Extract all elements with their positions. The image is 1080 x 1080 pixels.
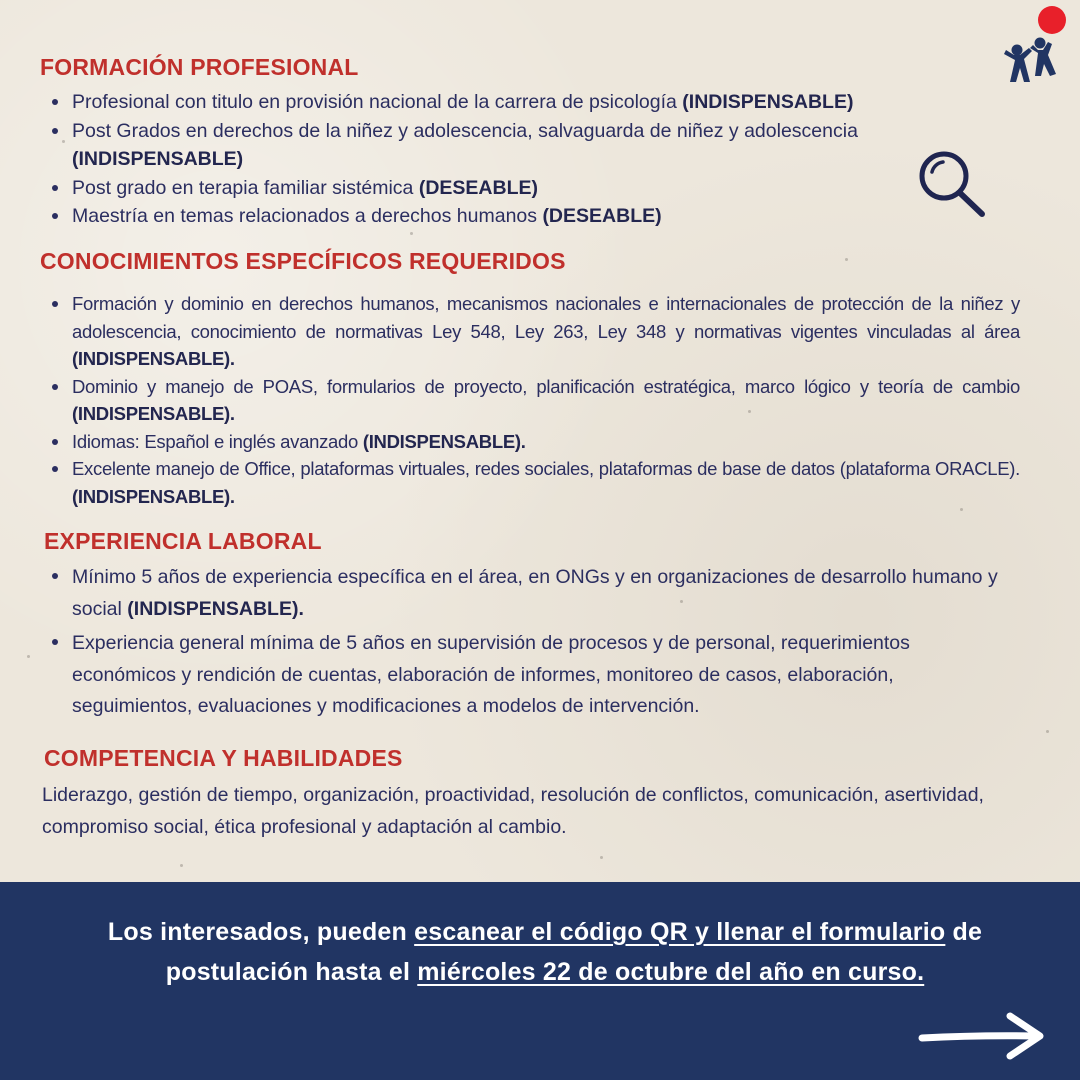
list-item: Post grado en terapia familiar sistémica (DESEABLE) [40, 174, 985, 203]
list-item: Mínimo 5 años de experiencia específica en el área, en ONGs y en organizaciones de desarrollo humano y social (INDISPENSABLE). [40, 562, 1000, 625]
list-item: Excelente manejo de Office, plataformas virtuales, redes sociales, plataformas de base de datos (plataforma ORACLE). (INDISPENSABLE). [40, 455, 1020, 510]
list-item: Maestría en temas relacionados a derechos humanos (DESEABLE) [40, 202, 985, 231]
children-logo-icon [1000, 4, 1072, 84]
cta-link-qr-form[interactable]: escanear el código QR y llenar el formulario [414, 918, 946, 946]
list-item: Formación y dominio en derechos humanos, mecanismos nacionales e internacionales de protección de la niñez y adolescencia, conocimiento de normativas Ley 548, Ley 263, Ley 348 y normativas vigentes vinculadas al área (INDISPENSABLE). [40, 290, 1020, 373]
section-title-conocimientos: CONOCIMIENTOS ESPECÍFICOS REQUERIDOS [40, 248, 566, 274]
conocimientos-list [40, 290, 1020, 510]
list-item: Profesional con titulo en provisión nacional de la carrera de psicología (INDISPENSABLE) [40, 88, 985, 117]
arrow-right-icon[interactable] [918, 1008, 1048, 1064]
competencias-text: Liderazgo, gestión de tiempo, organización, proactividad, resolución de conflictos, comunicación, asertividad, compromiso social, ética profesional y adaptación al cambio. [42, 784, 984, 838]
cta-text-part: Los interesados, pueden [107, 918, 415, 946]
list-item: Experiencia general mínima de 5 años en supervisión de procesos y de personal, requerimientos económicos y rendición de cuentas, elaboración de informes, monitoreo de casos, elaboración, seguimientos, evaluaciones y modificaciones a modelos de intervención. [40, 628, 1000, 723]
call-to-action-text [40, 912, 1050, 992]
list-item: Dominio y manejo de POAS, formularios de proyecto, planificación estratégica, marco lógico y teoría de cambio (INDISPENSABLE). [40, 373, 1020, 428]
section-title-competencias: COMPETENCIA Y HABILIDADES [44, 745, 403, 771]
list-item: Idiomas: Español e inglés avanzado (INDISPENSABLE). [40, 428, 1020, 456]
cta-text-part: de postulación hasta el [165, 918, 983, 986]
experiencia-list [40, 562, 1000, 723]
section-title-experiencia: EXPERIENCIA LABORAL [44, 528, 322, 554]
section-title-formacion: FORMACIÓN PROFESIONAL [40, 54, 359, 80]
formacion-list [40, 88, 985, 231]
list-item: Post Grados en derechos de la niñez y adolescencia, salvaguarda de niñez y adolescencia (INDISPENSABLE) [40, 117, 985, 174]
cta-deadline-link[interactable]: miércoles 22 de octubre del año en curso. [417, 958, 925, 986]
